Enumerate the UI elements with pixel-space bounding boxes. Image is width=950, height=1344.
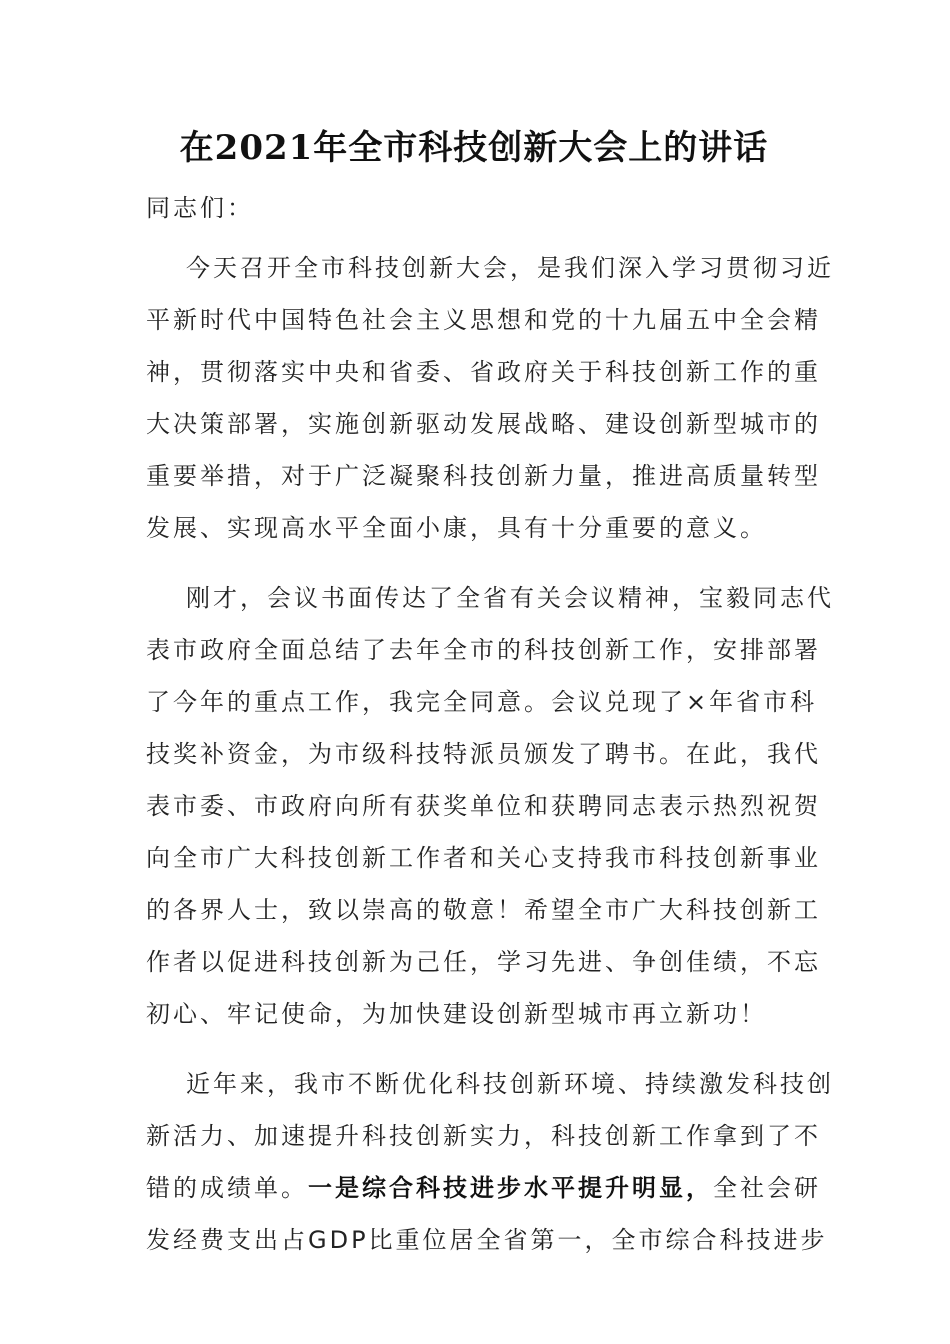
paragraph-line: 大决策部署，实施创新驱动发展战略、建设创新型城市的 — [146, 410, 821, 438]
paragraph-1 — [146, 242, 834, 554]
paragraph-line: 新活力、加速提升科技创新实力，科技创新工作拿到了不 — [146, 1122, 821, 1150]
paragraph-line: 近年来，我市不断优化科技创新环境、持续激发科技创 — [186, 1070, 834, 1098]
paragraph-line: 发展、实现高水平全面小康，具有十分重要的意义。 — [146, 514, 767, 542]
document-title: 在2021年全市科技创新大会上的讲话 — [179, 128, 769, 168]
paragraph-line: 重要举措，对于广泛凝聚科技创新力量，推进高质量转型 — [146, 462, 821, 490]
paragraph-line: 初心、牢记使命，为加快建设创新型城市再立新功！ — [146, 1000, 767, 1028]
emphasis-text: 一是综合科技进步水平提升明显， — [308, 1174, 713, 1202]
paragraph-line: 表市政府全面总结了去年全市的科技创新工作，安排部署 — [146, 636, 821, 664]
paragraph-line: 作者以促进科技创新为己任，学习先进、争创佳绩，不忘 — [146, 948, 821, 976]
paragraph-line: 神，贯彻落实中央和省委、省政府关于科技创新工作的重 — [146, 358, 821, 386]
paragraph-2 — [146, 572, 834, 1040]
paragraph-line: 今天召开全市科技创新大会，是我们深入学习贯彻习近 — [186, 254, 834, 282]
paragraph-line: 刚才，会议书面传达了全省有关会议精神，宝毅同志代 — [186, 584, 834, 612]
paragraph-line: 的各界人士，致以崇高的敬意！希望全市广大科技创新工 — [146, 896, 821, 924]
paragraph-line-mixed — [146, 1162, 821, 1214]
paragraph-line: 了今年的重点工作，我完全同意。会议兑现了×年省市科 — [146, 688, 818, 716]
paragraph-3 — [146, 1058, 834, 1266]
paragraph-line: 技奖补资金，为市级科技特派员颁发了聘书。在此，我代 — [146, 740, 821, 768]
paragraph-text: 全社会研 — [713, 1174, 821, 1202]
paragraph-line: 平新时代中国特色社会主义思想和党的十九届五中全会精 — [146, 306, 821, 334]
paragraph-line: 发经费支出占GDP比重位居全省第一，全市综合科技进步 — [146, 1226, 828, 1254]
document-page — [146, 118, 834, 1284]
paragraph-text: 错的成绩单。 — [146, 1174, 308, 1202]
greeting: 同志们： — [146, 194, 254, 222]
paragraph-line: 表市委、市政府向所有获奖单位和获聘同志表示热烈祝贺 — [146, 792, 821, 820]
paragraph-line: 向全市广大科技创新工作者和关心支持我市科技创新事业 — [146, 844, 821, 872]
